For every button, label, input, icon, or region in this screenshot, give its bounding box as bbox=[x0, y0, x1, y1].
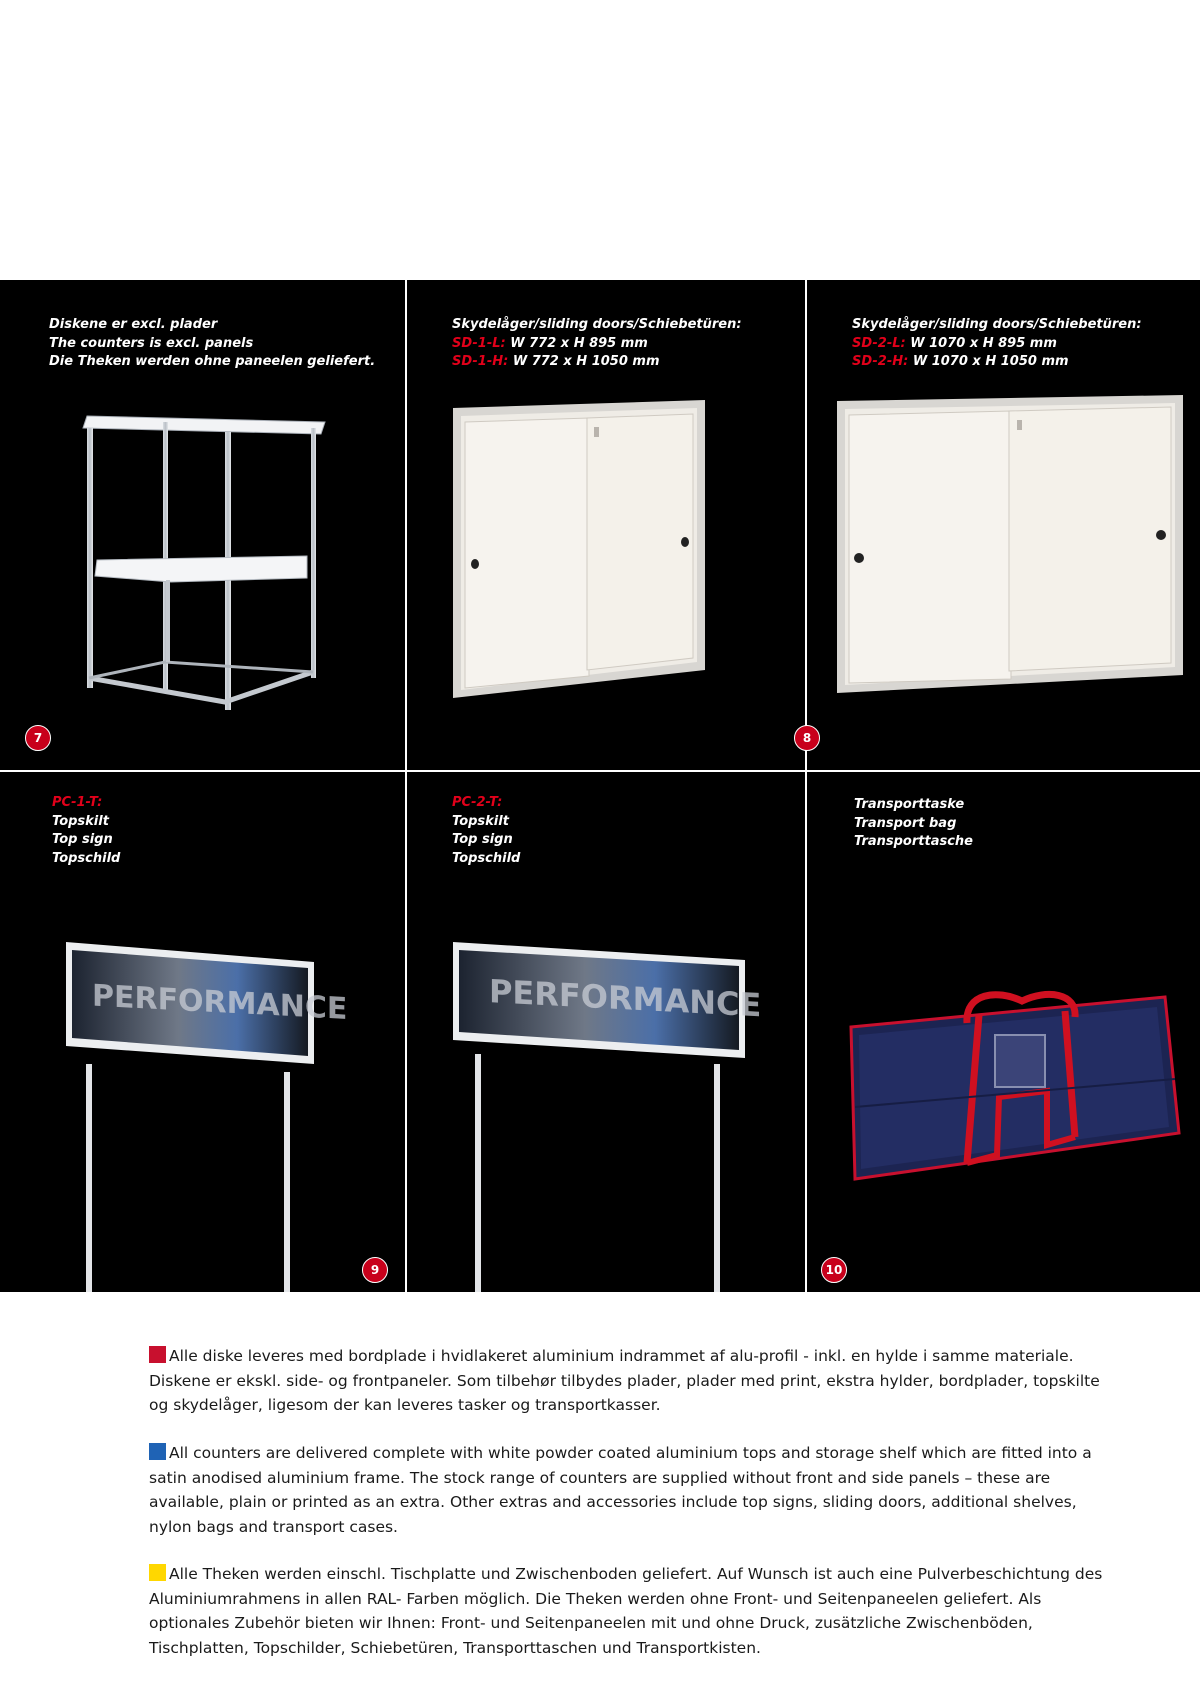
page-badge: 7 bbox=[25, 725, 51, 751]
product-code: SD-2-L: bbox=[852, 335, 906, 351]
flag-danish-icon bbox=[149, 1346, 166, 1363]
caption-heading: Skydelåger/sliding doors/Schiebetüren: bbox=[852, 317, 1142, 332]
sign-text: PERFORMANCE bbox=[92, 978, 348, 1027]
panel-top-sign-pc1 bbox=[0, 772, 405, 1292]
panel-counter bbox=[0, 280, 405, 770]
paragraph-text: Alle Theken werden einschl. Tischplatte und Zwischenboden geliefert. Auf Wunsch ist auch eine Pulverbeschichtung des Aluminiumrahmens in allen RAL- Farben möglich. Die Theken werden ohne Front- und Seitenpaneelen geliefert. Als optionales Zubehör bieten wir Ihnen: Front- und Seitenpaneelen mit und ohne Druck, zusätzliche Zwischenböden, Tischplatten, Topschilder, Schiebetüren, Transporttaschen und Transportkisten. bbox=[149, 1565, 1103, 1657]
product-code: SD-1-L: bbox=[452, 335, 506, 351]
product-code: SD-1-H: bbox=[452, 354, 509, 369]
paragraph-german bbox=[149, 1562, 1109, 1660]
caption-line: Topschild bbox=[452, 850, 521, 866]
top-sign-image bbox=[62, 942, 348, 1292]
dimension: W 1070 x H 1050 mm bbox=[912, 354, 1069, 369]
sd1-caption bbox=[452, 316, 742, 372]
sign-text: PERFORMANCE bbox=[489, 972, 762, 1025]
caption-line: Topskilt bbox=[52, 813, 109, 829]
page-badge: 10 bbox=[821, 1257, 847, 1283]
caption-line: Topschild bbox=[52, 850, 121, 866]
caption-line: Top sign bbox=[52, 832, 113, 847]
page-badge: 8 bbox=[794, 725, 820, 751]
caption-heading: Skydelåger/sliding doors/Schiebetüren: bbox=[452, 317, 742, 332]
paragraph-text: All counters are delivered complete with white powder coated aluminium tops and storage shelf which are fitted into a satin anodised aluminium frame. The stock range of counters are supplied without front and side panels – these are available, plain or printed as an extra. Other extras and accessories include top signs, sliding doors, additional shelves, nylon bags and transport cases. bbox=[149, 1444, 1092, 1536]
counter-caption bbox=[49, 316, 375, 372]
dimension: W 772 x H 895 mm bbox=[510, 335, 648, 351]
caption-line bbox=[452, 353, 742, 372]
panel-transport-bag bbox=[807, 772, 1200, 1292]
caption-line: Transporttaske bbox=[854, 797, 965, 812]
panel-top-sign-pc2 bbox=[370, 772, 805, 1292]
dimension: W 772 x H 1050 mm bbox=[512, 354, 660, 369]
flag-english-icon bbox=[149, 1443, 166, 1460]
caption-line: Transporttasche bbox=[854, 834, 973, 849]
caption-line: Top sign bbox=[452, 832, 513, 847]
counter-image bbox=[75, 410, 335, 710]
caption-line: Topskilt bbox=[452, 813, 509, 829]
paragraph-danish bbox=[149, 1344, 1109, 1418]
caption-line bbox=[852, 335, 1142, 354]
transport-bag-image bbox=[847, 987, 1182, 1187]
caption-line: Transport bag bbox=[854, 815, 957, 831]
caption-line: The counters is excl. panels bbox=[49, 335, 254, 351]
caption-line bbox=[852, 353, 1142, 372]
sd2-caption bbox=[852, 316, 1142, 372]
paragraph-english bbox=[149, 1441, 1109, 1539]
bag-caption bbox=[854, 796, 973, 852]
paragraph-text: Alle diske leveres med bordplade i hvidlakeret aluminium indrammet af alu-profil - inkl. en hylde i samme materiale. Diskene er ekskl. side- og frontpaneler. Som tilbehør tilbydes plader, plader med print, ekstra hylder, bordplader, topskilte og skydelåger, ligesom der kan leveres tasker og transportkasser. bbox=[149, 1347, 1100, 1414]
panel-sliding-doors-sd1 bbox=[407, 280, 805, 770]
caption-line bbox=[452, 335, 742, 354]
sliding-doors-image bbox=[449, 400, 709, 710]
top-sign-image bbox=[449, 942, 762, 1292]
sliding-doors-image bbox=[835, 395, 1185, 705]
product-code: PC-2-T: bbox=[452, 795, 503, 810]
product-code: SD-2-H: bbox=[852, 354, 909, 369]
page-badge: 9 bbox=[362, 1257, 388, 1283]
caption-line: Diskene er excl. plader bbox=[49, 317, 218, 332]
pc2-caption bbox=[452, 794, 520, 868]
panel-sliding-doors-sd2 bbox=[802, 280, 1200, 770]
dimension: W 1070 x H 895 mm bbox=[910, 335, 1057, 351]
pc1-caption bbox=[52, 794, 120, 868]
product-code: PC-1-T: bbox=[52, 795, 103, 810]
caption-line: Die Theken werden ohne paneelen geliefert. bbox=[49, 354, 376, 369]
flag-german-icon bbox=[149, 1564, 166, 1581]
